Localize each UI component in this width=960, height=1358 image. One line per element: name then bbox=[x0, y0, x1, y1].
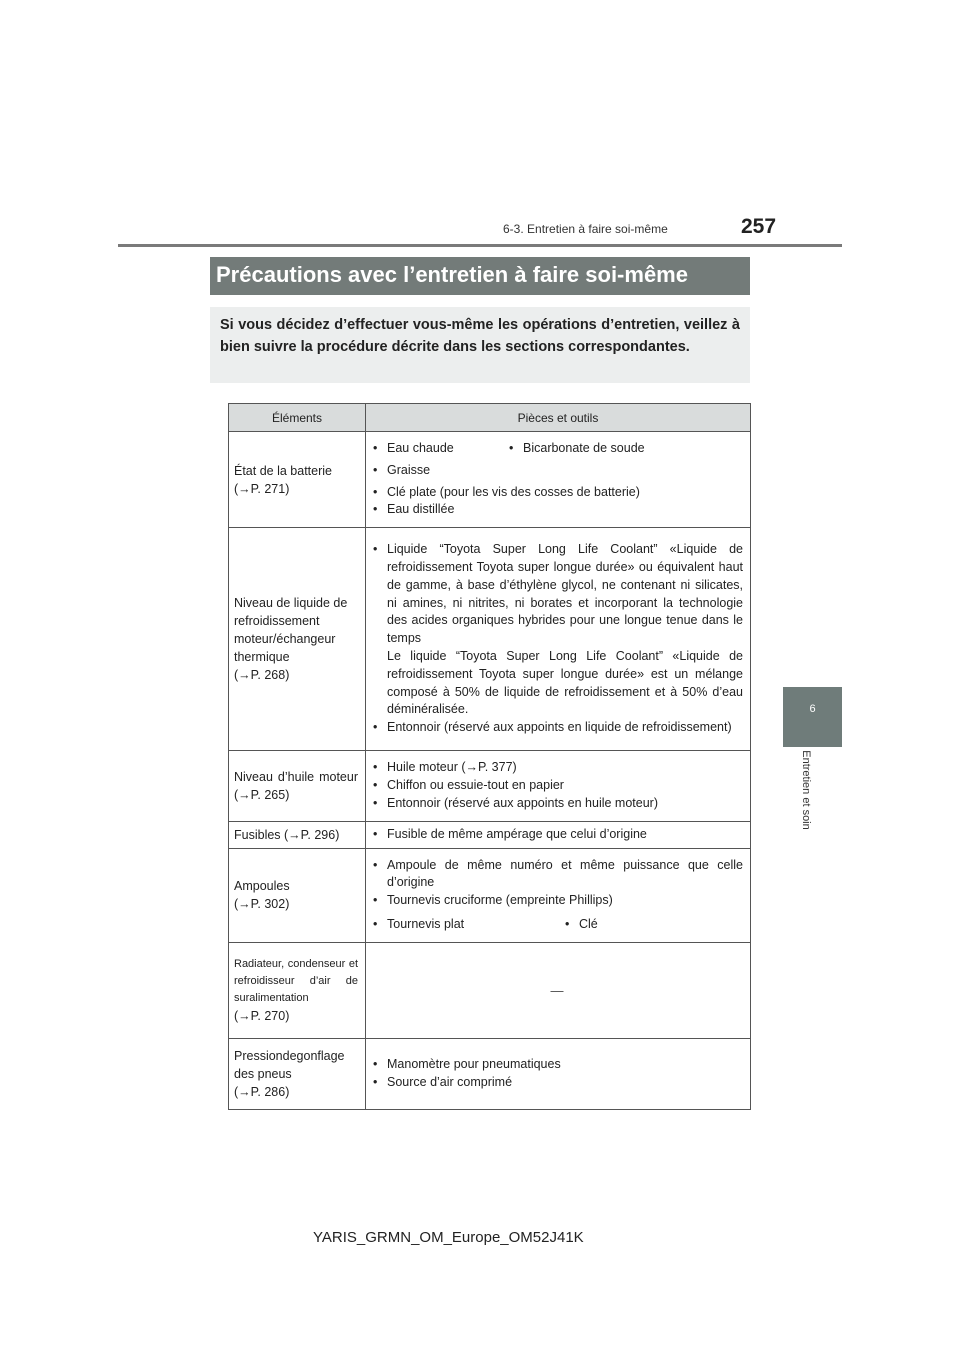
page-reference: (→P. 286) bbox=[234, 1084, 290, 1099]
item-pair bbox=[371, 440, 743, 458]
table-row bbox=[229, 528, 751, 751]
element-cell bbox=[229, 942, 366, 1038]
intro-text: Si vous décidez d’effectuer vous-même les opérations d’entretien, veillez à bien suivre la procédure décrite dans les sections correspondantes. bbox=[220, 317, 740, 355]
table-row bbox=[229, 821, 751, 848]
table-row bbox=[229, 432, 751, 528]
element-name: État de la batterie bbox=[234, 463, 332, 478]
list-item: • Chiffon ou essuie-tout en papier bbox=[371, 777, 743, 795]
list-item: • Clé bbox=[563, 916, 598, 934]
element-cell bbox=[229, 528, 366, 751]
list-item: • Manomètre pour pneumatiques bbox=[371, 1056, 743, 1074]
list-item: • Entonnoir (réservé aux appoints en huile moteur) bbox=[371, 795, 743, 813]
page-reference: (→P. 268) bbox=[234, 668, 290, 683]
element-name-line: Niveau de liquide de bbox=[234, 596, 348, 611]
list-item: • Bicarbonate de soude bbox=[507, 440, 645, 458]
item-pair bbox=[371, 916, 743, 934]
parts-cell bbox=[366, 751, 751, 821]
parts-cell bbox=[366, 1038, 751, 1109]
list-item bbox=[371, 541, 743, 719]
parts-table bbox=[228, 403, 751, 1110]
item-list bbox=[371, 826, 743, 844]
column-header-elements: Éléments bbox=[229, 404, 366, 432]
chapter-tab bbox=[783, 687, 842, 747]
list-item: • Fusible de même ampérage que celui d’origine bbox=[371, 826, 743, 844]
page-title: Précautions avec l’entretien à faire soi-même bbox=[216, 262, 688, 287]
footer-doc-code: YARIS_GRMN_OM_Europe_OM52J41K bbox=[313, 1229, 584, 1246]
list-item: • Tournevis plat bbox=[371, 916, 563, 934]
list-item: • Graisse bbox=[371, 462, 743, 480]
page-reference: (→P. 302) bbox=[234, 897, 290, 912]
element-cell bbox=[229, 848, 366, 942]
list-item: • Tournevis cruciforme (empreinte Phillips) bbox=[371, 892, 743, 910]
item-list bbox=[371, 759, 743, 812]
parts-cell bbox=[366, 821, 751, 848]
element-name-line: Pressiondegonflage bbox=[234, 1048, 345, 1063]
element-cell bbox=[229, 1038, 366, 1109]
list-item: • Eau distillée bbox=[371, 501, 743, 519]
list-item: • Ampoule de même numéro et même puissance que celle d’origine bbox=[371, 857, 743, 893]
header-section-title: 6-3. Entretien à faire soi-même bbox=[503, 222, 668, 236]
element-cell bbox=[229, 432, 366, 528]
parts-cell bbox=[366, 848, 751, 942]
element-name-line: thermique bbox=[234, 650, 290, 665]
list-item: • Source d’air comprimé bbox=[371, 1074, 743, 1092]
coolant-note: Le liquide “Toyota Super Long Life Coolant” «Liquide de refroidissement Toyota super longue durée» est un mélange composé à 50% de liquide de refroidissement et à 50% d’eau déminéralisée. bbox=[387, 649, 743, 717]
chapter-label: Entretien et soin bbox=[800, 750, 812, 830]
column-header-parts: Pièces et outils bbox=[366, 404, 751, 432]
table-row bbox=[229, 848, 751, 942]
table-row bbox=[229, 751, 751, 821]
element-name-line: des pneus bbox=[234, 1066, 292, 1081]
page-reference: (→P. 271) bbox=[234, 481, 290, 496]
item-list bbox=[371, 462, 743, 519]
parts-cell bbox=[366, 528, 751, 751]
item-list bbox=[371, 1056, 743, 1092]
list-item: • Eau chaude bbox=[371, 440, 507, 458]
table-row bbox=[229, 1038, 751, 1109]
header-rule bbox=[118, 244, 842, 247]
chapter-number: 6 bbox=[809, 703, 816, 715]
element-name: Ampoules bbox=[234, 879, 290, 894]
coolant-spec: Liquide “Toyota Super Long Life Coolant” «Liquide de refroidissement Toyota super longue durée» ou équivalent haut de gamme, à base d’éthylène glycol, ne contenant ni silicates, ni amines, ni nitrites, ni borates et incorporant la technologie des acides organiques hybrides pour une longue tenue dans le temps bbox=[387, 542, 743, 646]
list-item: • Entonnoir (réservé aux appoints en liquide de refroidissement) bbox=[371, 719, 743, 737]
page-reference: (→P. 270) bbox=[234, 1008, 290, 1023]
page-number: 257 bbox=[741, 215, 777, 238]
table-row bbox=[229, 942, 751, 1038]
parts-cell-empty: — bbox=[366, 942, 751, 1038]
element-name-line: moteur/échangeur bbox=[234, 632, 336, 647]
list-item: • Clé plate (pour les vis des cosses de batterie) bbox=[371, 484, 743, 502]
element-cell bbox=[229, 821, 366, 848]
item-list bbox=[371, 857, 743, 910]
item-list bbox=[371, 541, 743, 737]
element-name-line: refroidissement bbox=[234, 614, 320, 629]
parts-cell bbox=[366, 432, 751, 528]
element-name: Fusibles (→P. 296) bbox=[234, 827, 340, 842]
element-cell bbox=[229, 751, 366, 821]
list-item: • Huile moteur (→P. 377) bbox=[371, 759, 743, 777]
element-name: Radiateur, condenseur et refroidisseur d’air de suralimentation bbox=[234, 957, 358, 1004]
element-name: Niveau d’huile moteur (→P. 265) bbox=[234, 769, 358, 802]
table-header-row bbox=[229, 404, 751, 432]
